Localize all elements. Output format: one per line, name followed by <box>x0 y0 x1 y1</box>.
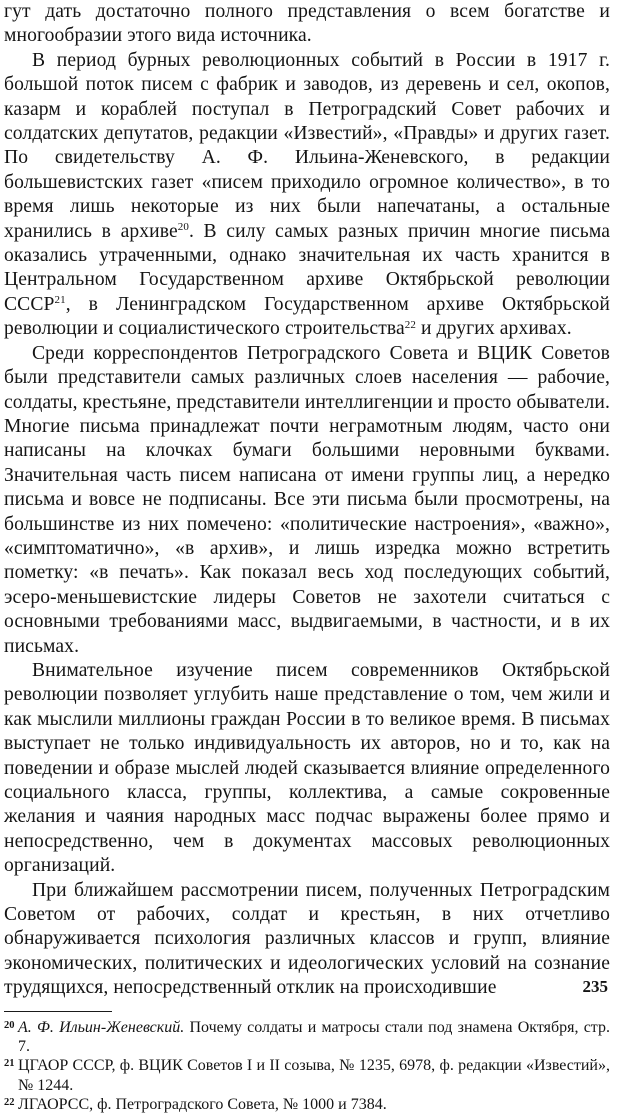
footnote-author: А. Ф. Ильин-Женевский. <box>18 1018 185 1036</box>
footnote-body <box>18 1095 610 1114</box>
paragraph-text: При ближайшем рассмотрении писем, полученных Петроградским Советом от рабочих, солдат и крестьян, в них отчетливо обнаруживается психология различных классов и групп, влияние экономических, политических и идеологических условий на сознание трудящихся, непосредственный отклик на происходившие <box>4 879 610 999</box>
paragraph <box>4 0 610 49</box>
footnote <box>4 1095 610 1114</box>
paragraph-text: . В силу самых разных причин многие письма оказались утраченными, однако значительная их часть хранится в Центральном Государственном архиве Октябрьской революции СССР <box>4 220 610 315</box>
paragraph-text: В период бурных революционных событий в России в 1917 г. большой поток писем с фабрик и заводов, из деревень и сел, окопов, казарм и кораблей поступал в Петроградский Совет рабочих и солдатских депутатов, редакции «Известий», «Правды» и других газет. По свидетельству А. Ф. Ильина-Женевского, в редакции большевистских газет «писем приходило огромное количество», в то время лишь некоторые из них были напечатаны, а остальные хранились в архиве <box>4 49 610 242</box>
footnote-reference: 20 <box>177 221 189 234</box>
paragraph <box>4 49 610 342</box>
footnote-body <box>18 1056 610 1095</box>
footnote <box>4 1018 610 1057</box>
footnotes <box>4 1018 610 1115</box>
paragraph <box>4 659 610 879</box>
footnote-reference: 21 <box>54 294 66 307</box>
page-number: 235 <box>582 977 608 996</box>
footnote-reference: 22 <box>404 318 416 331</box>
paragraph-text: Внимательное изучение писем современников Октябрьской революции позволяет углубить наше представление о том, чем жили и как мыслили миллионы граждан России в то великое время. В письмах выступает не только индивидуальность их авторов, но и то, как на поведении и образе мыслей людей сказывается влияние определенного социального класса, группы, коллектива, а самые сокровенные желания и чаяния народных масс подчас выражены более прямо и непосредственно, чем в документах массовых революционных организаций. <box>4 659 610 877</box>
paragraph-text: и других архивах. <box>415 318 572 340</box>
footnote-text: Почему солдаты и матросы стали под знамена Октября, стр. 7. <box>18 1018 610 1056</box>
paragraph-text: Среди корреспондентов Петроградского Совета и ВЦИК Советов были представители самых различных слоев населения — рабочие, солдаты, крестьяне, представители интеллигенции и просто обыватели. Многие письма принадлежат почти неграмотным людям, часто они написаны на клочках бумаги большими неровными буквами. Значительная часть писем написана от имени группы лиц, а нередко письма и вовсе не подписаны. Все эти письма были просмотрены, на большинстве из них помечено: «политические настроения», «важно», «симптоматично», «в архив», и лишь изредка можно встретить пометку: «в печать». Как показал весь ход последующих событий, эсеро-меньшевистские лидеры Советов не захотели считаться с основными требованиями масс, выдвигаемыми, в частности, и в их письмах. <box>4 342 610 657</box>
main-text <box>4 0 610 1001</box>
footnote-body <box>18 1018 610 1057</box>
footnote-number: 22 <box>4 1097 15 1109</box>
footnote-number: 20 <box>4 1019 15 1031</box>
footnote-divider <box>4 1011 112 1012</box>
footnote-number: 21 <box>4 1058 15 1070</box>
footnote-text: ЛГАОРСС, ф. Петроградского Совета, № 1000 и 7384. <box>18 1096 387 1114</box>
paragraph-text: гут дать достаточно полного представления о всем богатстве и многообразии этого вида источника. <box>4 1 610 47</box>
paragraph-text: , в Ленинградском Государственном архиве Октябрьской революции и социалистического строительства <box>4 293 610 340</box>
footnote-text: ЦГАОР СССР, ф. ВЦИК Советов I и II созыва, № 1235, 6978, ф. редакции «Известий», № 1244. <box>18 1057 610 1094</box>
paragraph <box>4 879 610 1001</box>
footnote <box>4 1056 610 1095</box>
paragraph <box>4 342 610 659</box>
